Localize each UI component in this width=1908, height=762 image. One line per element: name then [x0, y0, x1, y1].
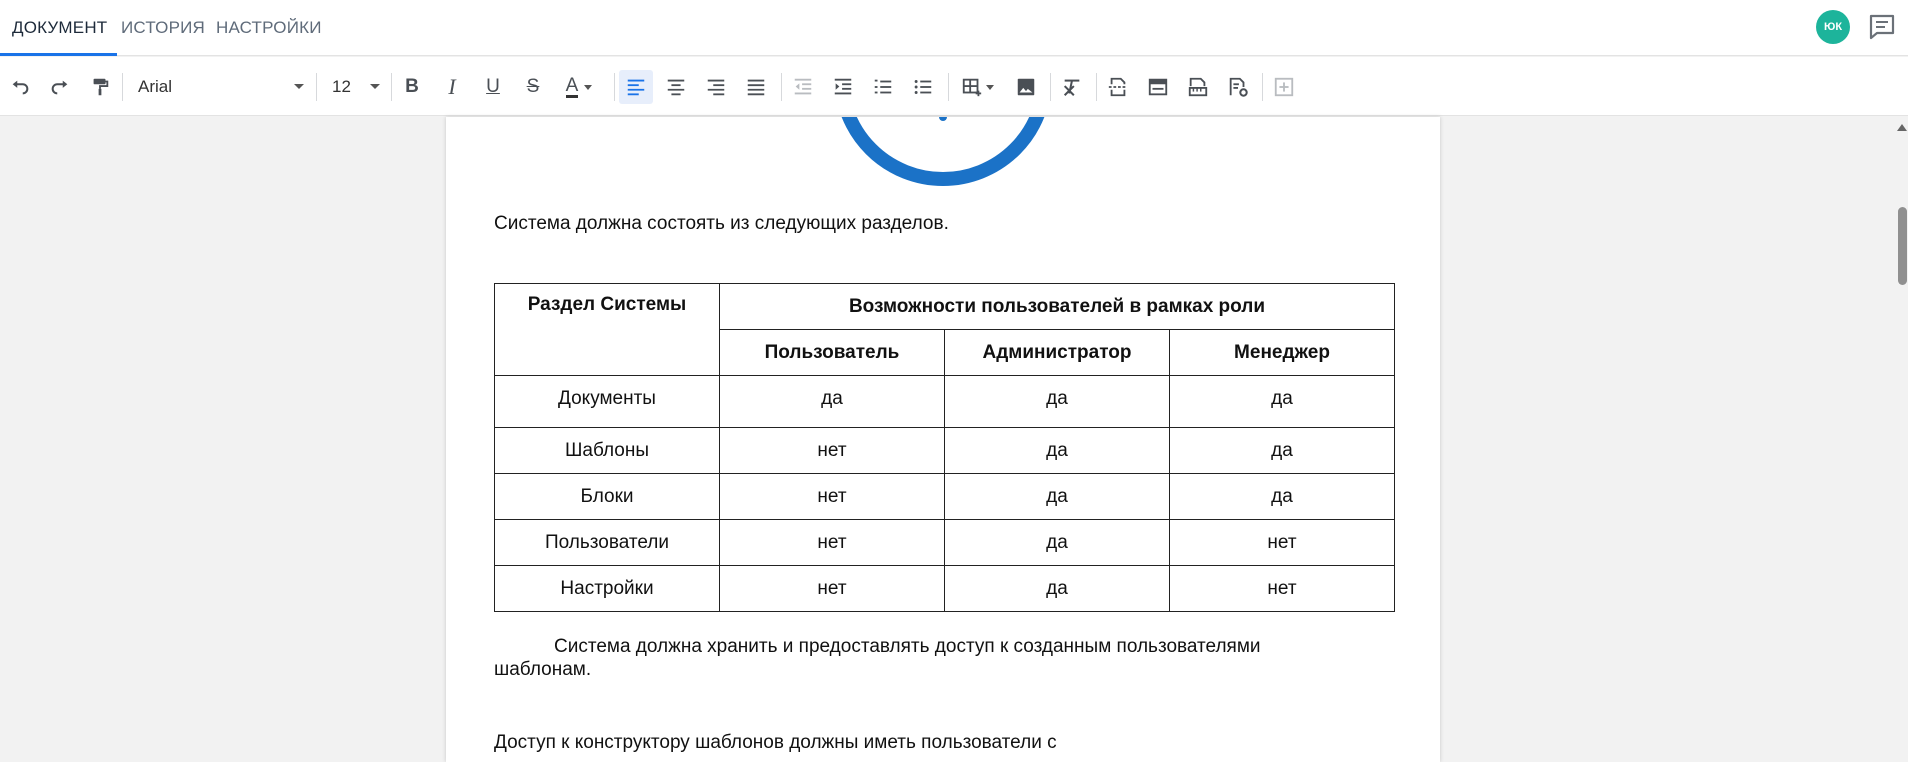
page-settings-icon[interactable] — [1221, 70, 1255, 104]
formatting-toolbar — [0, 57, 1908, 116]
table-row — [495, 474, 1395, 520]
add-comment-icon[interactable] — [1267, 70, 1301, 104]
table-row — [495, 376, 1395, 428]
toolbar-separator — [1262, 73, 1263, 101]
avatar[interactable]: ЮК — [1816, 10, 1850, 44]
tab-document[interactable]: ДОКУМЕНТ — [12, 0, 107, 56]
scroll-up-icon[interactable] — [1897, 124, 1907, 131]
indent-icon[interactable] — [826, 70, 860, 104]
table-cell: нет — [1170, 566, 1395, 612]
toolbar-separator — [781, 73, 782, 101]
document-page[interactable] — [446, 117, 1440, 762]
logo-image — [828, 117, 1058, 187]
toolbar-separator — [316, 73, 317, 101]
align-left-icon[interactable] — [619, 70, 653, 104]
toolbar-separator — [122, 73, 123, 101]
page-break-icon[interactable] — [1101, 70, 1135, 104]
table-cell: нет — [720, 520, 945, 566]
table-cell: да — [945, 376, 1170, 428]
insert-table-icon[interactable] — [954, 70, 1000, 104]
tab-settings[interactable]: НАСТРОЙКИ — [216, 18, 322, 37]
table-cell: да — [720, 376, 945, 428]
table-cell: да — [1170, 428, 1395, 474]
numbered-list-icon[interactable] — [866, 70, 900, 104]
table-cell: нет — [720, 474, 945, 520]
table-cell: нет — [720, 428, 945, 474]
strikethrough-icon[interactable]: S — [526, 76, 540, 97]
toolbar-separator — [1096, 73, 1097, 101]
scrollbar-thumb[interactable] — [1898, 207, 1907, 285]
table-row — [495, 566, 1395, 612]
toolbar-separator — [948, 73, 949, 101]
comments-icon[interactable] — [1868, 14, 1896, 40]
table-header-section: Раздел Системы — [495, 284, 720, 376]
font-size-select[interactable] — [332, 70, 380, 104]
table-header-role: Пользователь — [720, 330, 945, 376]
text-color-icon[interactable]: A — [556, 70, 602, 104]
table-cell: да — [945, 474, 1170, 520]
tab-history[interactable]: ИСТОРИЯ — [121, 18, 206, 37]
toolbar-separator — [1050, 73, 1051, 101]
paragraph-storage: Система должна хранить и предоставлять доступ к созданным пользователями шаблонам. — [494, 636, 1261, 680]
underline-icon[interactable]: U — [486, 76, 500, 97]
paint-format-icon[interactable] — [83, 70, 117, 104]
bulleted-list-icon[interactable] — [906, 70, 940, 104]
table-header-role: Менеджер — [1170, 330, 1395, 376]
table-cell: да — [945, 428, 1170, 474]
top-bar — [0, 0, 1908, 56]
table-row — [495, 520, 1395, 566]
chevron-down-icon — [986, 85, 994, 90]
bold-icon[interactable]: B — [405, 76, 419, 97]
table-cell-section: Блоки — [495, 474, 720, 520]
table-cell-section: Документы — [495, 376, 720, 428]
clear-formatting-icon[interactable] — [1055, 70, 1089, 104]
italic-icon[interactable]: I — [448, 74, 456, 99]
table-row — [495, 428, 1395, 474]
align-center-icon[interactable] — [659, 70, 693, 104]
chevron-down-icon — [370, 84, 380, 89]
table-cell-section: Пользователи — [495, 520, 720, 566]
font-family-value: Arial — [138, 77, 173, 96]
table-cell: да — [945, 520, 1170, 566]
paragraph-access: Доступ к конструктору шаблонов должны иметь пользователи с — [494, 732, 1057, 753]
chevron-down-icon — [294, 84, 304, 89]
toolbar-separator — [614, 73, 615, 101]
table-header-role: Администратор — [945, 330, 1170, 376]
table-cell: да — [1170, 376, 1395, 428]
align-right-icon[interactable] — [699, 70, 733, 104]
chevron-down-icon — [584, 85, 592, 90]
intro-text: Система должна состоять из следующих разделов. — [494, 213, 949, 234]
table-cell: нет — [720, 566, 945, 612]
table-cell-section: Шаблоны — [495, 428, 720, 474]
redo-icon[interactable] — [43, 70, 77, 104]
align-justify-icon[interactable] — [739, 70, 773, 104]
table-cell: да — [1170, 474, 1395, 520]
table-cell-section: Настройки — [495, 566, 720, 612]
font-family-select[interactable] — [138, 70, 304, 104]
table-cell: да — [945, 566, 1170, 612]
font-size-value: 12 — [332, 77, 351, 96]
toolbar-separator — [391, 73, 392, 101]
outdent-icon[interactable] — [786, 70, 820, 104]
undo-icon[interactable] — [3, 70, 37, 104]
ruler-icon[interactable] — [1181, 70, 1215, 104]
table-header-group: Возможности пользователей в рамках роли — [720, 284, 1395, 330]
table-cell: нет — [1170, 520, 1395, 566]
header-footer-icon[interactable] — [1141, 70, 1175, 104]
insert-image-icon[interactable] — [1009, 70, 1043, 104]
roles-table — [494, 283, 1395, 612]
